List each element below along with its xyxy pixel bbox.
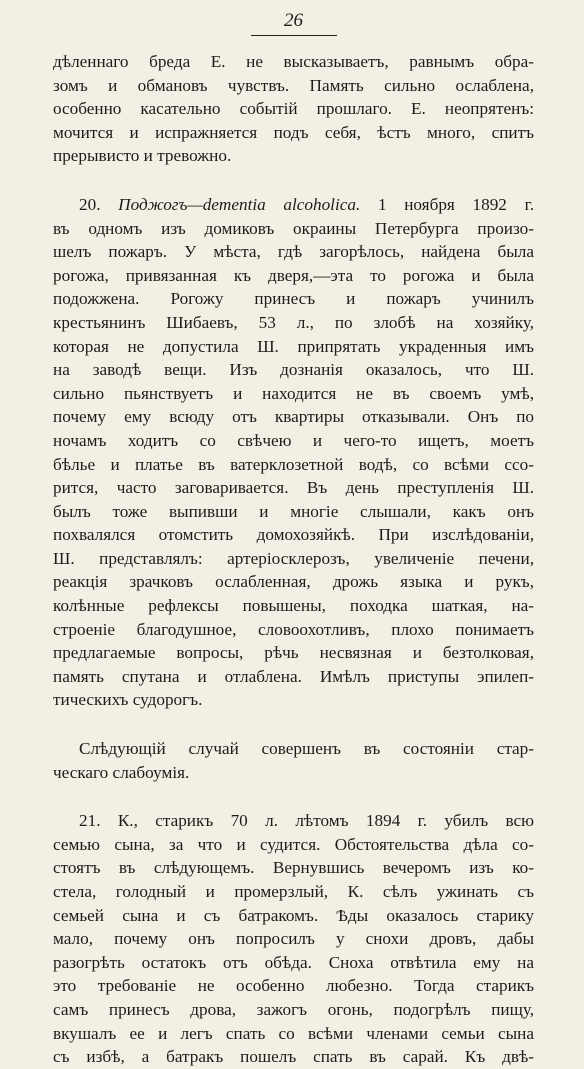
senile-dementia-intro — [53, 737, 534, 784]
paragraph-continuation — [53, 50, 534, 168]
text-line: зомъ и обмановъ чувствъ. Память сильно ослаблена, — [53, 75, 534, 95]
text-line: реакція зрачковъ ослабленная, дрожь языка и рукъ, — [53, 572, 534, 592]
text-line: разогрѣть остатокъ отъ обѣда. Сноха отвѣтила ему на — [53, 952, 534, 972]
text-line: почему ему всюду отъ квартиры отказывали. Онъ по — [53, 407, 534, 427]
case-21-paragraph — [53, 809, 534, 1069]
text-line: бѣлье и платье въ ватерклозетной водѣ, со всѣми ссо- — [53, 454, 534, 474]
case-title: Поджогъ—dementia alcoholica. — [118, 194, 361, 214]
text-line: мало, почему онъ попросилъ у снохи дровъ, дабы — [53, 929, 534, 949]
case-date: 1 ноября 1892 г. — [360, 194, 534, 214]
text-line: вкушалъ ее и легъ спать со всѣми членами семьи сына — [53, 1023, 534, 1043]
text-line: семью сына, за что и судится. Обстоятельства дѣла со- — [53, 834, 534, 854]
text-line: стела, голодный и промерзлый, К. сѣлъ ужинать съ — [53, 882, 534, 901]
text-line: прерывисто и тревожно. — [53, 146, 232, 166]
case-heading-line — [53, 193, 534, 217]
text-line: былъ тоже выпивши и многіе слышали, какъ онъ — [53, 501, 534, 521]
paragraph-gap — [53, 712, 534, 737]
text-line: подожжена. Рогожу принесъ и пожаръ учинилъ — [53, 289, 534, 309]
text-line: сильно пьянствуетъ и находится не въ своемъ умѣ, — [53, 383, 534, 403]
text-line: 21. К., старикъ 70 л. лѣтомъ 1894 г. убилъ всю — [79, 811, 534, 831]
text-line: самъ принесъ дрова, зажогъ огонь, подогрѣлъ пищу, — [53, 999, 534, 1019]
text-line: мочится и испражняется подъ себя, ѣстъ много, спитъ — [53, 122, 534, 142]
page-number: 26 — [284, 10, 303, 31]
text-line: крестьянинъ Шибаевъ, 53 л., по злобѣ на хозяйку, — [53, 312, 534, 332]
paragraph-gap — [53, 784, 534, 809]
text-line: Слѣдующій случай совершенъ въ состояніи стар- — [79, 739, 534, 759]
text-line: ческаго слабоумія. — [53, 762, 190, 782]
case-number: 20. — [79, 194, 119, 214]
text-line: особенно касательно событій прошлаго. Е. неопрятенъ: — [53, 99, 534, 119]
text-line: стоятъ въ слѣдующемъ. Вернувшись вечеромъ изъ ко- — [53, 858, 534, 878]
text-line: рится, часто заговаривается. Въ день преступленія Ш. — [53, 478, 534, 498]
text-line: предлагаемые вопросы, рѣчь несвязная и безтолковая, — [53, 643, 534, 663]
text-line: на заводѣ вещи. Изъ дознанія оказалось, что Ш. — [53, 360, 534, 380]
case-20-paragraph — [53, 193, 534, 712]
text-line: это требованіе не особенно любезно. Тогда старикъ — [53, 976, 534, 996]
text-line: шелъ пожаръ. У мѣста, гдѣ загорѣлось, найдена была — [53, 242, 534, 262]
text-line: строеніе благодушное, словоохотливъ, плохо понимаетъ — [53, 619, 534, 639]
page-header — [53, 0, 534, 42]
header-rule — [251, 35, 337, 36]
text-line: которая не допустила Ш. припрятать украденныя имъ — [53, 336, 534, 356]
text-line: семьей сына и съ батракомъ. Ѣды оказалось старику — [53, 905, 534, 925]
text-line: ночамъ ходитъ со свѣчею и чего-то ищетъ, моетъ — [53, 430, 534, 450]
text-line: тическихъ судорогъ. — [53, 690, 203, 710]
text-line: Ш. представлялъ: артеріосклерозъ, увеличеніе печени, — [53, 548, 534, 568]
text-line: съ избѣ, а батракъ пошелъ спать въ сарай. Къ двѣ- — [53, 1047, 534, 1067]
text-line: въ одномъ изъ домиковъ окраины Петербурга произо- — [53, 218, 534, 238]
text-line: рогожа, привязанная къ дверя,—эта то рогожа и была — [53, 265, 534, 285]
text-line: колѣнные рефлексы повышены, походка шаткая, на- — [53, 596, 534, 616]
text-line: похвалялся отомстить домохозяйкѣ. При изслѣдованіи, — [53, 525, 534, 545]
paragraph-gap — [53, 168, 534, 193]
text-line: дѣленнаго бреда Е. не высказываетъ, равнымъ обра- — [53, 52, 534, 71]
text-line: память спутана и отлаблена. Имѣлъ приступы эпилеп- — [53, 666, 534, 686]
